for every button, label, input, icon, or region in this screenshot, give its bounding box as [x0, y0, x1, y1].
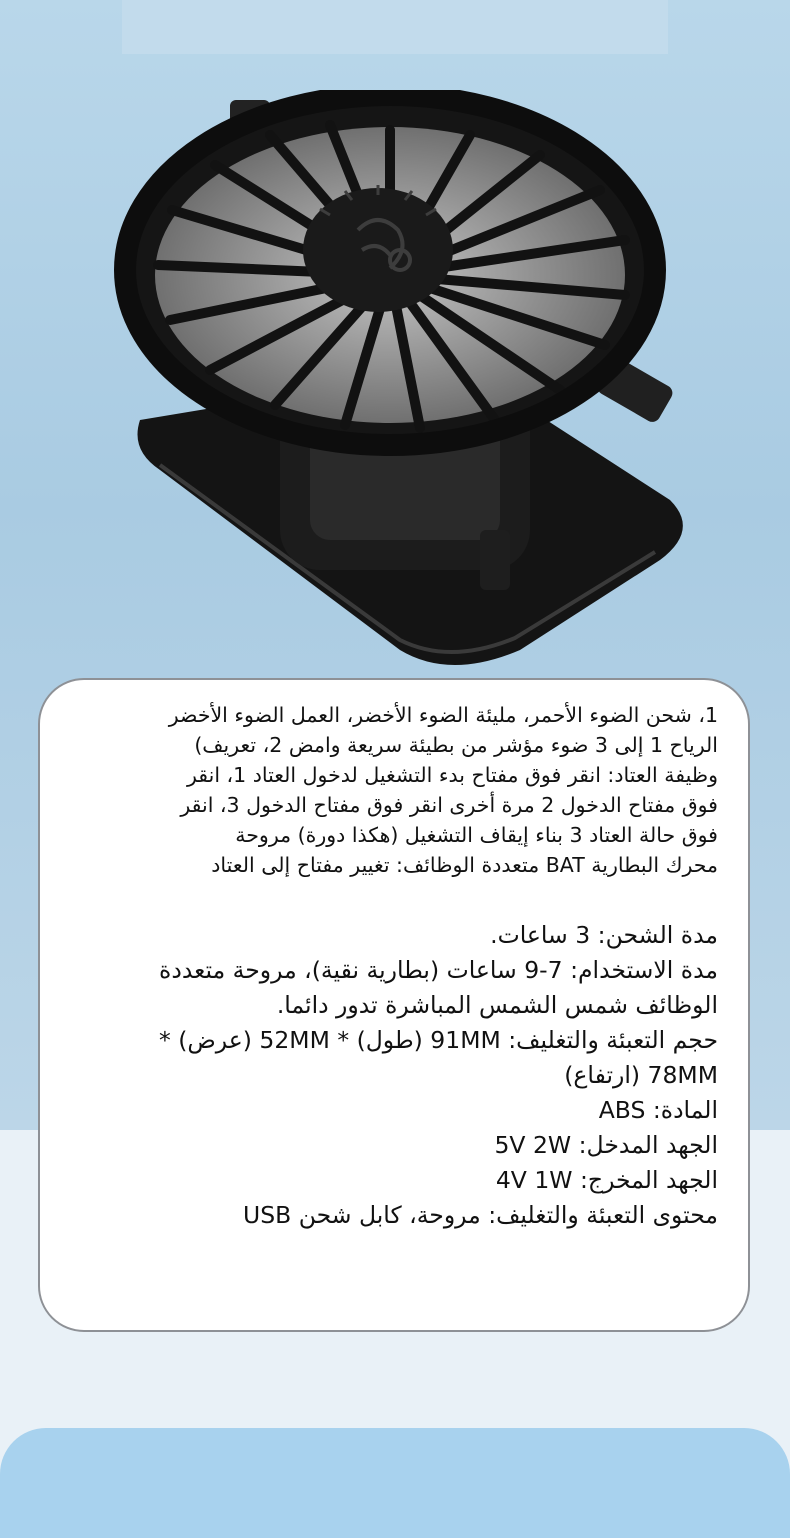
- spec-output-voltage: الجهد المخرج: 4V 1W: [495, 1166, 718, 1194]
- spec-list: [68, 918, 718, 1233]
- intro-line: الرياح 1 إلى 3 ضوء مؤشر من بطيئة سريعة وامض 2، تعريف): [194, 733, 718, 757]
- bottom-panel: [0, 1428, 790, 1538]
- intro-line: 1، شحن الضوء الأحمر، مليئة الضوء الأخضر، العمل الضوء الأخضر: [168, 703, 718, 727]
- desk-fan-icon: [100, 90, 700, 670]
- intro-line: محرك البطارية BAT متعددة الوظائف: تغيير مفتاح إلى العتاد: [211, 853, 718, 877]
- intro-line: وظيفة العتاد: انقر فوق مفتاح بدء التشغيل لدخول العتاد 1، انقر: [186, 763, 718, 787]
- top-banner-strip: [122, 0, 668, 54]
- intro-line: فوق مفتاح الدخول 2 مرة أخرى انقر فوق مفتاح الدخول 3، انقر: [180, 793, 718, 817]
- spec-usage-time: مدة الاستخدام: 7-9 ساعات (بطارية نقية)، مروحة متعددة: [159, 956, 718, 984]
- spec-package-size-cont: 78MM (ارتفاع): [564, 1061, 718, 1089]
- intro-line: فوق حالة العتاد 3 بناء إيقاف التشغيل (هكذا دورة) مروحة: [235, 823, 718, 847]
- spec-usage-time-cont: الوظائف شمس الشمس المباشرة تدور دائما.: [276, 991, 718, 1019]
- spec-charge-time: مدة الشحن: 3 ساعات.: [490, 921, 718, 949]
- spec-package-contents: محتوى التعبئة والتغليف: مروحة، كابل شحن USB: [243, 1201, 718, 1229]
- description-card: [38, 678, 750, 1332]
- spec-input-voltage: الجهد المدخل: 5V 2W: [494, 1131, 718, 1159]
- spec-package-size: حجم التعبئة والتغليف: 91MM (طول) * 52MM (عرض) *: [158, 1026, 718, 1054]
- description-intro: [68, 700, 718, 880]
- spec-material: المادة: ABS: [598, 1096, 718, 1124]
